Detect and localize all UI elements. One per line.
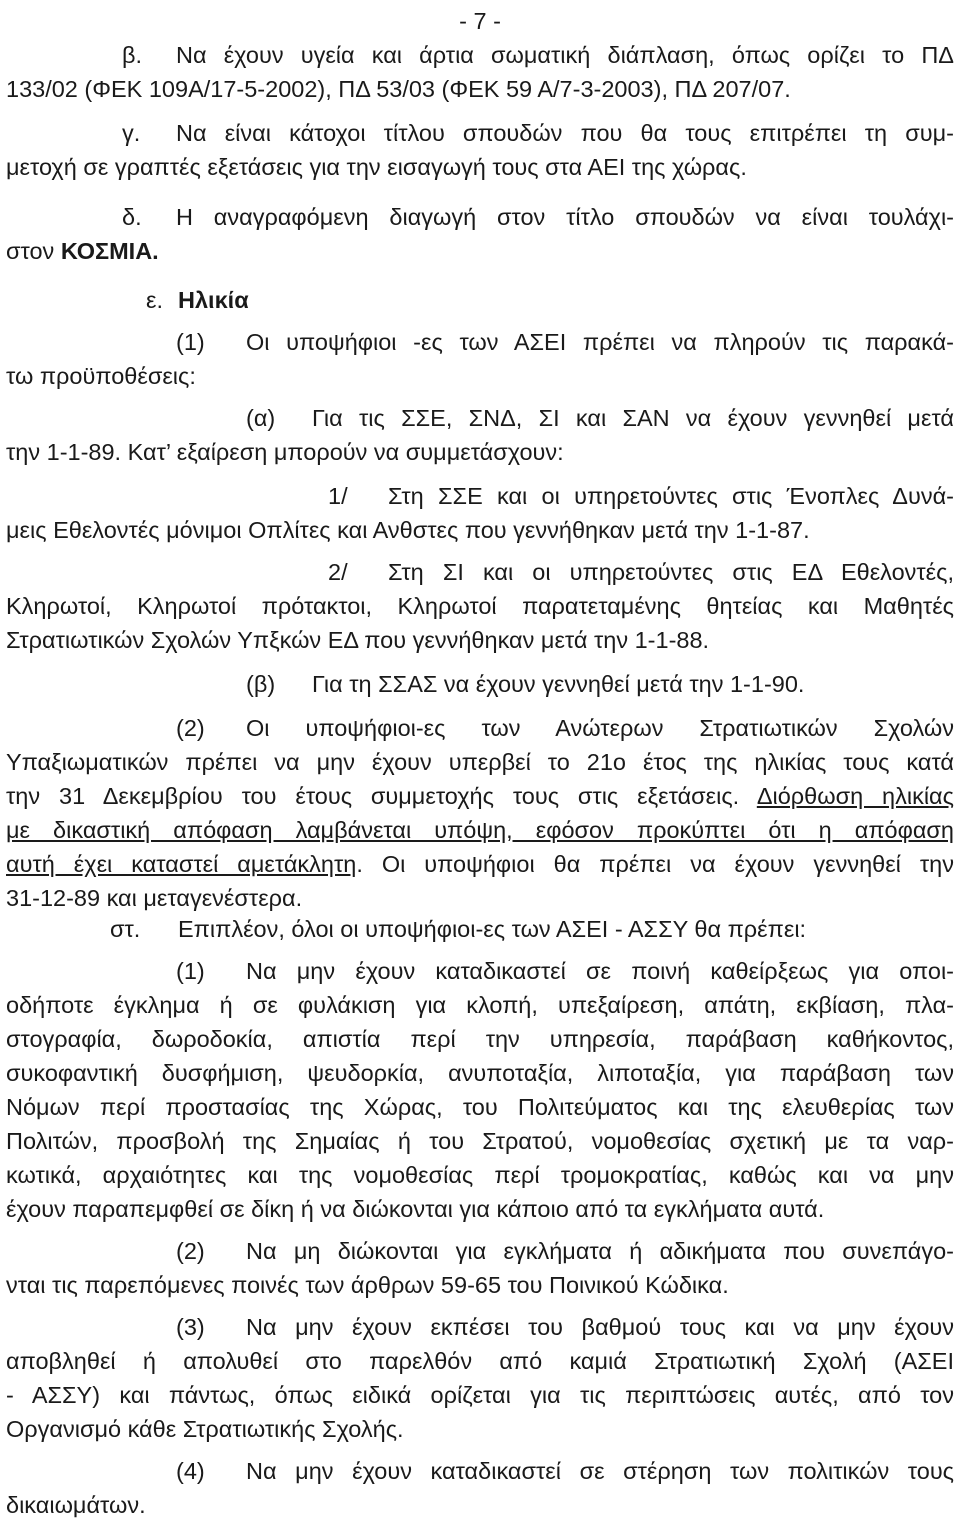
- text-line: Η αναγραφόμενη διαγωγή στον τίτλο σπουδών να είναι τουλάχι-: [176, 204, 954, 230]
- text-line: Να μη διώκονται για εγκλήματα ή αδικήματα που συνεπάγο-: [246, 1238, 954, 1264]
- text-line: 133/02 (ΦΕΚ 109Α/17-5-2002), ΠΔ 53/03 (ΦΕΚ 59 Α/7-3-2003), ΠΔ 207/07.: [6, 76, 791, 102]
- paragraph-sub-2: [6, 555, 954, 657]
- text-line: - ΑΣΣΥ) και πάντως, όπως ειδικά ορίζεται για τις περιπτώσεις αυτές, από τον: [6, 1382, 954, 1408]
- item-number: (α): [246, 405, 276, 431]
- section-marker: ε.: [146, 287, 164, 313]
- paragraph-2: [6, 711, 954, 915]
- conduct-grade: ΚΟΣΜΙΑ.: [60, 238, 159, 264]
- text-line: 31-12-89 και μεταγενέστερα.: [6, 885, 303, 911]
- item-number: (β): [246, 671, 276, 697]
- text-line: Να μην έχουν εκπέσει του βαθμού τους και να μην έχουν: [246, 1314, 954, 1340]
- text-line: Κληρωτοί, Κληρωτοί πρότακτοι, Κληρωτοί παρατεταμένης θητείας και Μαθητές: [6, 593, 954, 619]
- page-number: - 7 -: [459, 8, 501, 34]
- section-marker: β.: [122, 42, 143, 68]
- text-line: την 31 Δεκεμβρίου του έτους συμμετοχής τους στις εξετάσεις.: [6, 783, 757, 809]
- text-line: μετοχή σε γραπτές εξετάσεις για την εισαγωγή τους στα ΑΕΙ της χώρας.: [6, 154, 747, 180]
- item-number: 2/: [328, 559, 348, 585]
- paragraph-1: [6, 325, 954, 393]
- paragraph-a: [6, 401, 954, 469]
- text-line: στογραφία, δωροδοκία, απιστία περί την υπηρεσία, παράβαση καθήκοντος,: [6, 1026, 954, 1052]
- text-line: Να είναι κάτοχοι τίτλου σπουδών που θα τους επιτρέπει τη συμ-: [176, 120, 954, 146]
- text-line: Να μην έχουν καταδικαστεί σε ποινή καθείρξεως για οποι-: [246, 958, 954, 984]
- text-line: Για τη ΣΣΑΣ να έχουν γεννηθεί μετά την 1-1-90.: [312, 671, 805, 697]
- text-line: Πολιτών, προσβολή της Σημαίας ή του Στρατού, νομοθεσίας σχετική με τα ναρ-: [6, 1128, 954, 1154]
- text-line: Για τις ΣΣΕ, ΣΝΔ, ΣΙ και ΣΑΝ να έχουν γεννηθεί μετά: [312, 405, 954, 431]
- section-st: [6, 912, 954, 1522]
- section-marker: δ.: [122, 204, 142, 230]
- text-line: την 1-1-89. Κατ’ εξαίρεση μπορούν να συμμετάσχουν:: [6, 439, 564, 465]
- item-number: (2): [176, 1238, 205, 1264]
- text-line: νται τις παρεπόμενες ποινές των άρθρων 59-65 του Ποινικού Κώδικα.: [6, 1272, 729, 1298]
- underlined-text: Διόρθωση ηλικίας: [756, 783, 954, 809]
- text-line: Να μην έχουν καταδικαστεί σε στέρηση των πολιτικών τους: [246, 1458, 954, 1484]
- section-delta: [6, 200, 954, 268]
- text-line: στον: [6, 238, 61, 264]
- underlined-text: με δικαστική απόφαση λαμβάνεται υπόψη, εφόσον προκύπτει ότι η απόφαση: [6, 817, 954, 843]
- text-line: αποβληθεί ή απολυθεί στο παρελθόν από καμιά Στρατιωτική Σχολή (ΑΣΕΙ: [6, 1348, 954, 1374]
- paragraph-1: [6, 954, 954, 1226]
- text-line: Να έχουν υγεία και άρτια σωματική διάπλαση, όπως ορίζει το ΠΔ: [176, 42, 954, 68]
- text-line: Στη ΣΙ και οι υπηρετούντες στις ΕΔ Εθελοντές,: [388, 559, 954, 585]
- section-marker: γ.: [122, 120, 141, 146]
- text-line: Οι υποψήφιοι -ες των ΑΣΕΙ πρέπει να πληρούν τις παρακά-: [246, 329, 954, 355]
- section-marker: στ.: [110, 916, 141, 942]
- item-number: 1/: [328, 483, 348, 509]
- text-line: Νόμων περί προστασίας της Χώρας, του Πολιτεύματος και της ελευθερίας των: [6, 1094, 954, 1120]
- section-beta: [6, 38, 954, 106]
- section-epsilon: [6, 283, 954, 915]
- text-line: Υπαξιωματικών πρέπει να μην έχουν υπερβεί το 21ο έτος της ηλικίας τους κατά: [6, 749, 954, 775]
- item-number: (1): [176, 329, 205, 355]
- item-number: (3): [176, 1314, 205, 1340]
- section-heading: Επιπλέον, όλοι οι υποψήφιοι-ες των ΑΣΕΙ - ΑΣΣΥ θα πρέπει:: [178, 916, 807, 942]
- text-line: τω προϋποθέσεις:: [6, 363, 196, 389]
- paragraph-sub-1: [6, 479, 954, 547]
- item-number: (1): [176, 958, 205, 984]
- text-line: Οργανισμό κάθε Στρατιωτικής Σχολής.: [6, 1416, 404, 1442]
- underlined-text: αυτή έχει καταστεί αμετάκλητη: [6, 851, 357, 877]
- text-line: κωτικά, αρχαιότητες και της νομοθεσίας περί τρομοκρατίας, καθώς και να μην: [6, 1162, 954, 1188]
- text-line: μεις Εθελοντές μόνιμοι Οπλίτες και Ανθστες που γεννήθηκαν μετά την 1-1-87.: [6, 517, 810, 543]
- text-line: δικαιωμάτων.: [6, 1492, 146, 1518]
- text-line: συκοφαντική δυσφήμιση, ψευδορκία, ανυποταξία, λιποταξία, για παράβαση των: [6, 1060, 954, 1086]
- text-line: Οι υποψήφιοι-ες των Ανώτερων Στρατιωτικών Σχολών: [246, 715, 954, 741]
- text-line: οδήποτε έγκλημα ή σε φυλάκιση για κλοπή, υπεξαίρεση, απάτη, εκβίαση, πλα-: [6, 992, 954, 1018]
- text-line: Στη ΣΣΕ και οι υπηρετούντες στις Ένοπλες Δυνά-: [388, 483, 954, 509]
- text-line: Στρατιωτικών Σχολών Υπξκών ΕΔ που γεννήθηκαν μετά την 1-1-88.: [6, 627, 710, 653]
- paragraph-3: [6, 1310, 954, 1446]
- text-line: . Οι υποψήφιοι θα πρέπει να έχουν γεννηθεί την: [356, 851, 954, 877]
- item-number: (2): [176, 715, 205, 741]
- section-heading: Ηλικία: [178, 287, 249, 313]
- paragraph-2: [6, 1234, 954, 1302]
- text-line: έχουν παραπεμφθεί σε δίκη ή να διώκονται για κάποιο από τα εγκλήματα αυτά.: [6, 1196, 825, 1222]
- item-number: (4): [176, 1458, 205, 1484]
- paragraph-b: [6, 667, 954, 701]
- section-gamma: [6, 116, 954, 184]
- paragraph-4: [6, 1454, 954, 1522]
